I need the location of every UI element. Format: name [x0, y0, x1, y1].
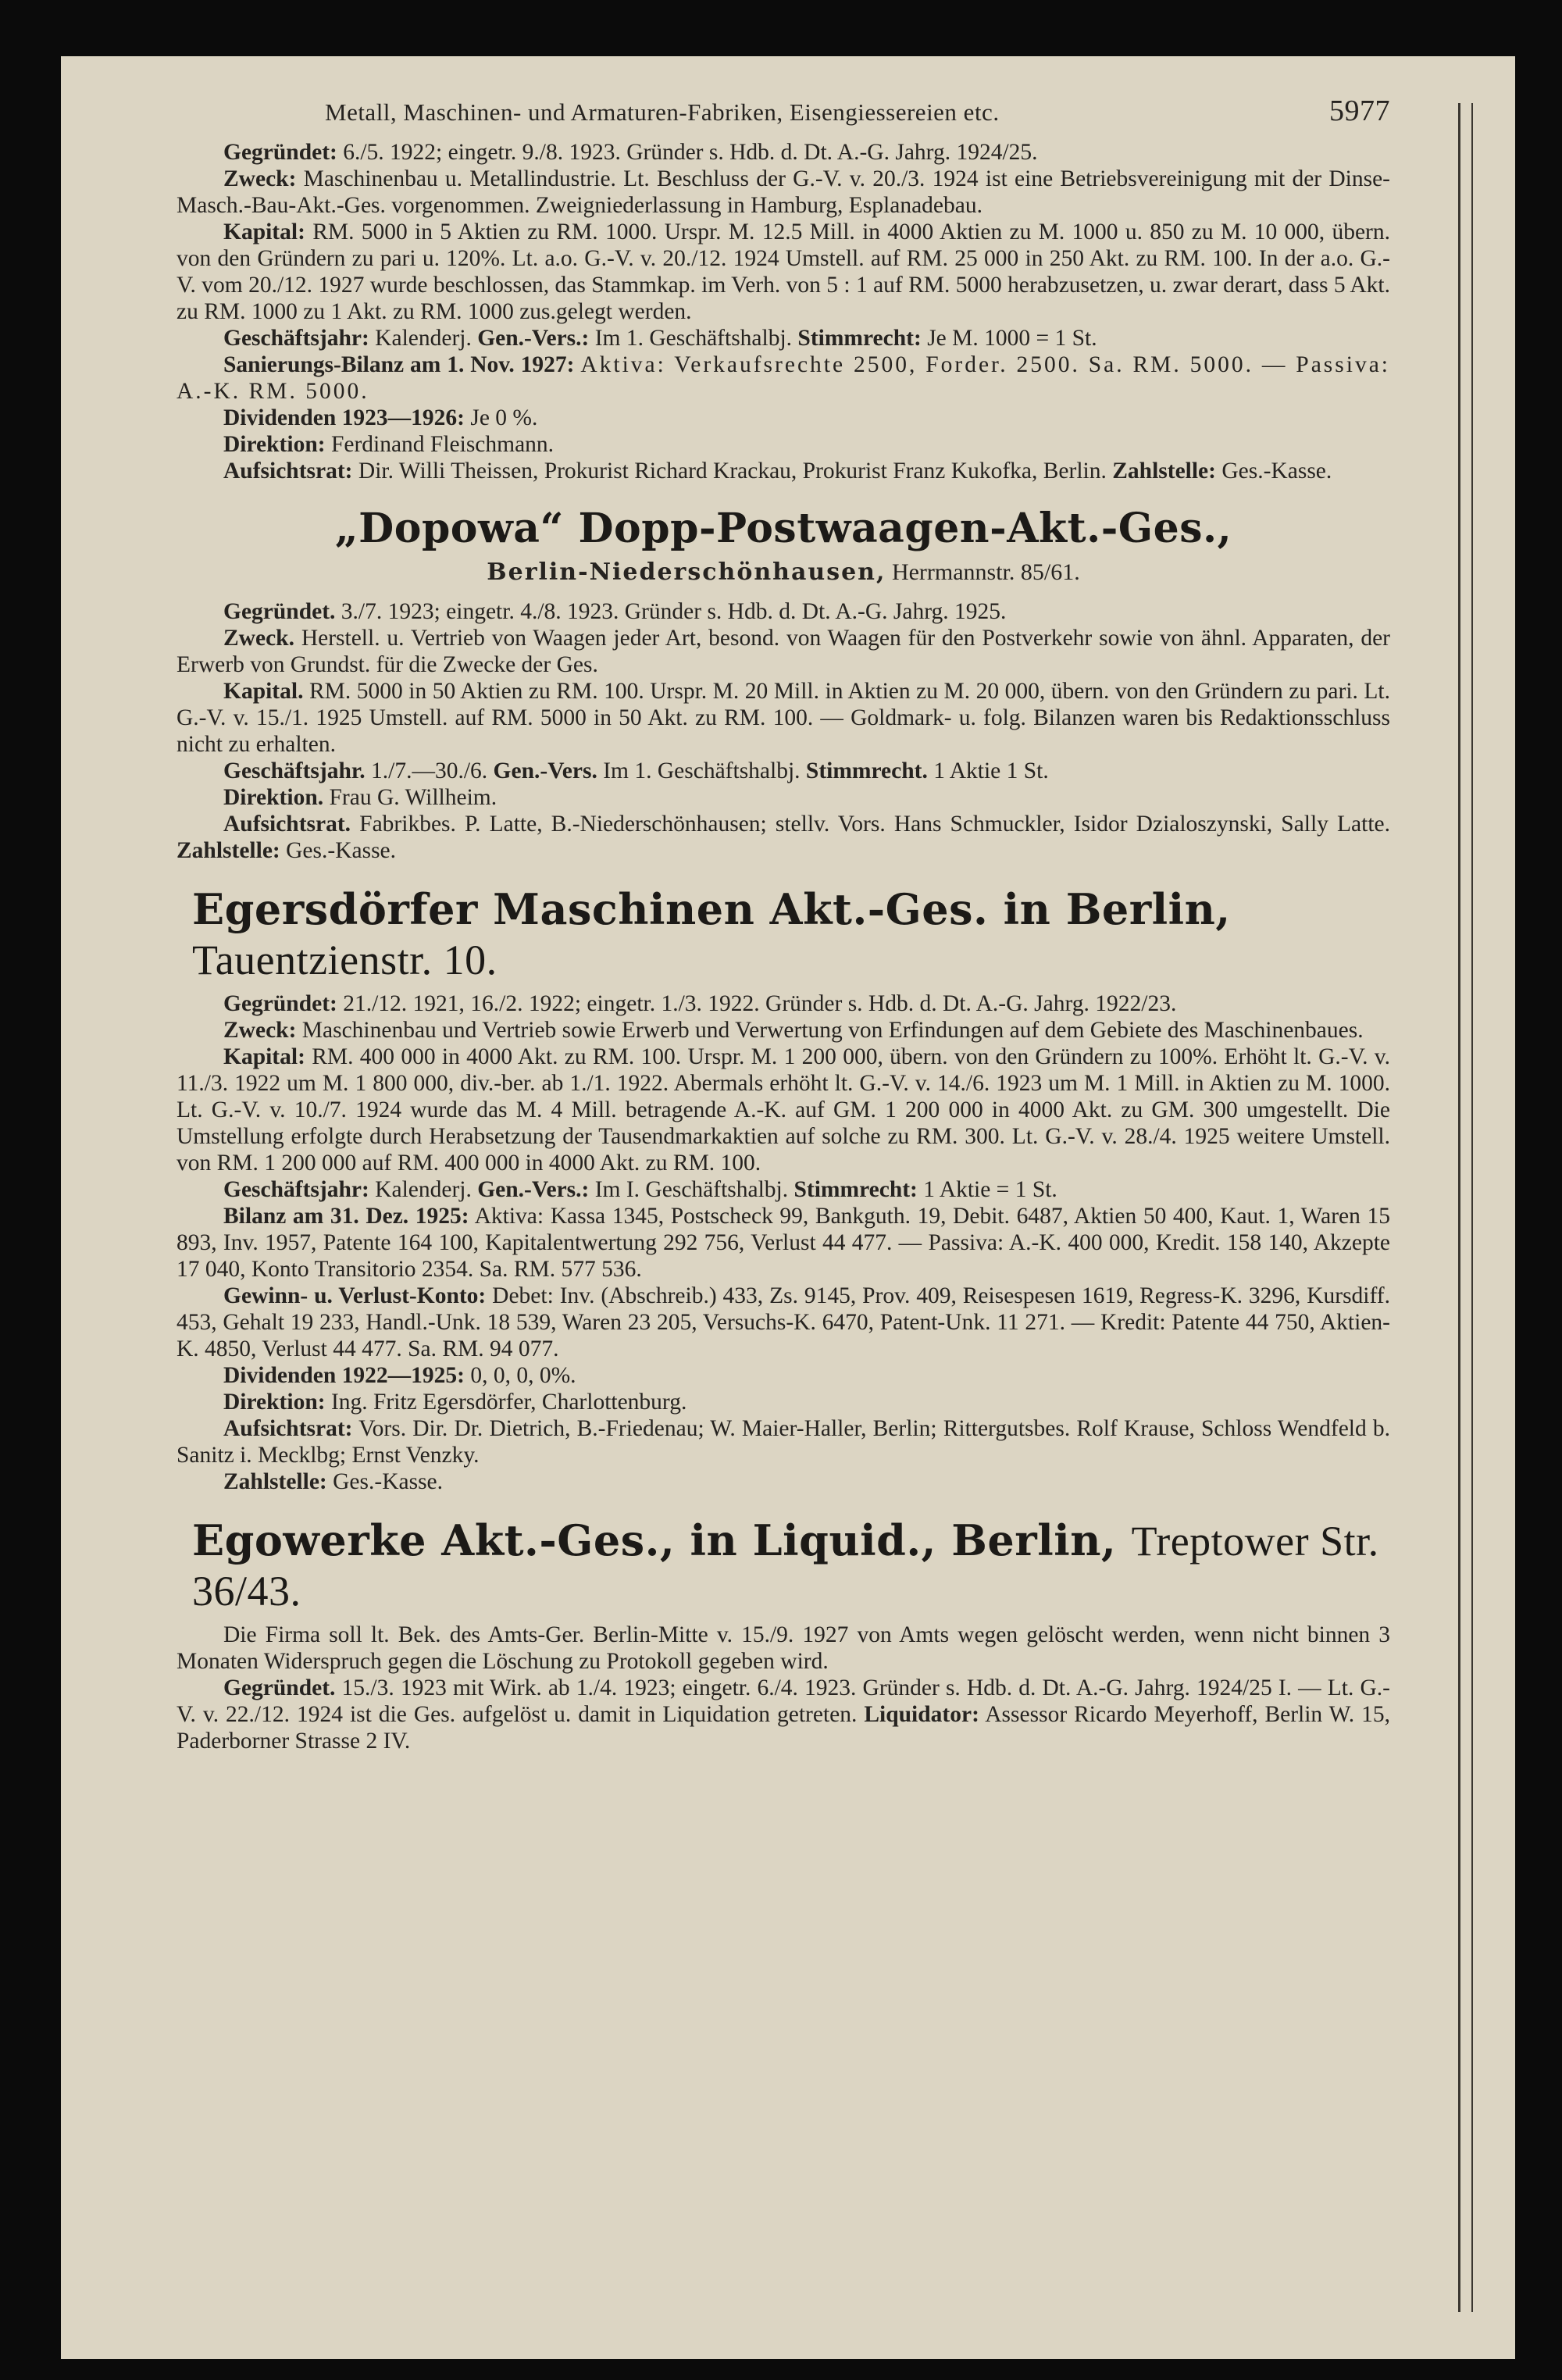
founded-paragraph: Gegründet. 3./7. 1923; eingetr. 4./8. 1923. Gründer s. Hdb. d. Dt. A.-G. Jahrg. 1925.: [223, 599, 1007, 624]
company-location: Berlin-Niederschönhausen, Herrmannstr. 85/61.: [487, 558, 1080, 586]
supervisory-board-paragraph: Aufsichtsrat. Fabrikbes. P. Latte, B.-Niederschönhausen; stellv. Vors. Hans Schmuckler, Isidor Dzialoszynski, Sally Latte. Zahlstelle: Ges.-Kasse.: [177, 812, 1391, 863]
fiscal-year-paragraph: Geschäftsjahr: Kalenderj. Gen.-Vers.: Im I. Geschäftshalbj. Stimmrecht: 1 Aktie = 1 St.: [223, 1177, 1057, 1202]
profit-loss-paragraph: Gewinn- u. Verlust-Konto: Debet: Inv. (Abschreib.) 433, Zs. 9145, Prov. 409, Reisespesen 1619, Regress-K. 3296, Kursdiff. 453, Gehalt 19 233, Handl.-Unk. 18 539, Waren 23 205, Versuchs-K. 6470, Patent-Unk. 11 271. — Kredit: Patente 44 750, Aktien-K. 4850, Verlust 44 477. Sa. RM. 94 077.: [177, 1283, 1390, 1361]
notice-paragraph: Die Firma soll lt. Bek. des Amts-Ger. Berlin-Mitte v. 15./9. 1927 von Amts wegen gelöscht werden, wenn nicht binnen 3 Monaten Widerspruch gegen die Löschung zu Protokoll gegeben wird.: [177, 1622, 1390, 1674]
company-title: „Dopowa“ Dopp-Postwaagen-Akt.-Ges.,: [334, 505, 1232, 552]
capital-paragraph: Kapital: RM. 5000 in 5 Aktien zu RM. 1000. Urspr. M. 12.5 Mill. in 4000 Aktien zu M. 1000 u. 850 zu M. 10 000, übern. von den Gründern zu pari u. 120%. Lt. a.o. G.-V. v. 20./12. 1924 Umstell. auf RM. 25 000 in 250 Akt. zu RM. 100. In der a.o. G.-V. vom 20./12. 1927 wurde beschlossen, das Stammkap. im Verh. von 5 : 1 auf RM. 5000 herabzusetzen, u. zwar derart, dass 5 Akt. zu RM. 1000 zu 1 Akt. zu RM. 1000 zus.gelegt werden.: [177, 219, 1391, 324]
entry-dopowa: [177, 505, 1390, 864]
company-title: Egersdörfer Maschinen Akt.-Ges. in Berlin, Tauentzienstr. 10.: [192, 884, 1231, 983]
board-paragraph: Direktion. Frau G. Willheim.: [223, 785, 497, 810]
entry-continued: [177, 139, 1390, 484]
dividends-paragraph: Dividenden 1922—1925: 0, 0, 0, 0%.: [223, 1363, 576, 1388]
purpose-paragraph: Zweck: Maschinenbau u. Metallindustrie. Lt. Beschluss der G.-V. v. 20./3. 1924 ist eine Betriebsvereinigung mit der Dinse-Masch.-Bau-Akt.-Ges. vorgenommen. Zweigniederlassung in Hamburg, Esplanadebau.: [177, 166, 1391, 218]
balance-paragraph: Sanierungs-Bilanz am 1. Nov. 1927: Aktiva: Verkaufsrechte 2500, Forder. 2500. Sa. RM. 5000. — Passiva: A.-K. RM. 5000.: [177, 352, 1390, 404]
founded-paragraph: Gegründet: 21./12. 1921, 16./2. 1922; eingetr. 1./3. 1922. Gründer s. Hdb. d. Dt. A.-G. Jahrg. 1922/23.: [223, 991, 1177, 1016]
entry-egersdoerfer: [177, 884, 1390, 1495]
capital-paragraph: Kapital. RM. 5000 in 50 Aktien zu RM. 100. Urspr. M. 20 Mill. in Aktien zu M. 20 000, übern. von den Gründern zu pari. Lt. G.-V. v. 15./1. 1925 Umstell. auf RM. 5000 in 50 Akt. zu RM. 100. — Goldmark- u. folg. Bilanzen waren bis Redaktionsschluss nicht zu erhalten.: [177, 679, 1390, 757]
binding-edge-line-outer: [1471, 103, 1473, 2312]
fiscal-year-paragraph: Geschäftsjahr. 1./7.—30./6. Gen.-Vers. Im 1. Geschäftshalbj. Stimmrecht. 1 Aktie 1 St.: [223, 758, 1049, 783]
document-page: [61, 56, 1515, 2359]
purpose-paragraph: Zweck: Maschinenbau und Vertrieb sowie Erwerb und Verwertung von Erfindungen auf dem Gebiete des Maschinenbaues.: [223, 1018, 1364, 1043]
purpose-paragraph: Zweck. Herstell. u. Vertrieb von Waagen jeder Art, besond. von Waagen für den Postverkehr sowie von ähnl. Apparaten, der Erwerb von Grundst. für die Zwecke der Ges.: [177, 626, 1390, 677]
page-number: 5977: [1329, 95, 1390, 127]
supervisory-board-paragraph: Aufsichtsrat: Vors. Dir. Dr. Dietrich, B.-Friedenau; W. Maier-Haller, Berlin; Rittergutsbes. Rolf Krause, Schloss Wendfeld b. Sanitz i. Mecklbg; Ernst Venzky.: [177, 1416, 1391, 1468]
board-paragraph: Direktion: Ing. Fritz Egersdörfer, Charlottenburg.: [223, 1390, 687, 1415]
founded-paragraph: Gegründet. 15./3. 1923 mit Wirk. ab 1./4. 1923; eingetr. 6./4. 1923. Gründer s. Hdb. d. Dt. A.-G. Jahrg. 1924/25 I. — Lt. G.-V. v. 22./12. 1924 ist die Ges. aufgelöst u. damit in Liquidation getreten. Liquidator: Assessor Ricardo Meyerhoff, Berlin W. 15, Paderborner Strasse 2 IV.: [177, 1675, 1390, 1754]
board-paragraph: Direktion: Ferdinand Fleischmann.: [223, 432, 555, 457]
dividends-paragraph: Dividenden 1923—1926: Je 0 %.: [223, 405, 538, 430]
capital-paragraph: Kapital: RM. 400 000 in 4000 Akt. zu RM. 100. Urspr. M. 1 200 000, übern. von den Gründern zu 100%. Erhöht lt. G.-V. v. 11./3. 1922 um M. 1 800 000, div.-ber. ab 1./1. 1922. Abermals erhöht lt. G.-V. v. 14./6. 1923 um M. 1 Mill. in Aktien zu M. 1000. Lt. G.-V. v. 10./7. 1924 wurde das M. 4 Mill. betragende A.-K. auf GM. 1 200 000 in 4000 Akt. zu GM. 300 umgestellt. Die Umstellung erfolgte durch Herabsetzung der Tausendmarkaktien auf solche zu RM. 300. Lt. G.-V. v. 28./4. 1925 weitere Umstell. von RM. 1 200 000 auf RM. 400 000 in 4000 Akt. zu RM. 100.: [177, 1044, 1390, 1176]
fiscal-year-paragraph: Geschäftsjahr: Kalenderj. Gen.-Vers.: Im 1. Geschäftshalbj. Stimmrecht: Je M. 1000 = 1 St.: [223, 326, 1097, 351]
company-title: Egowerke Akt.-Ges., in Liquid., Berlin, Treptower Str. 36/43.: [192, 1515, 1379, 1615]
supervisory-board-paragraph: Aufsichtsrat: Dir. Willi Theissen, Prokurist Richard Krackau, Prokurist Franz Kukofka, Berlin. Zahlstelle: Ges.-Kasse.: [223, 459, 1332, 483]
entry-egowerke: [177, 1515, 1390, 1754]
running-head-title: Metall, Maschinen- und Armaturen-Fabriken, Eisengiessereien etc.: [325, 98, 1000, 126]
running-head: [177, 92, 1390, 139]
binding-edge-line: [1458, 103, 1460, 2312]
balance-paragraph: Bilanz am 31. Dez. 1925: Aktiva: Kassa 1345, Postscheck 99, Bankguth. 19, Debit. 6487, Aktien 50 400, Kaut. 1, Waren 15 893, Inv. 1957, Patente 164 100, Kapitalentwertung 292 756, Verlust 44 477. — Passiva: A.-K. 400 000, Kredit. 158 140, Akzepte 17 040, Konto Transitorio 2354. Sa. RM. 577 536.: [177, 1204, 1390, 1282]
founded-paragraph: Gegründet: 6./5. 1922; eingetr. 9./8. 1923. Gründer s. Hdb. d. Dt. A.-G. Jahrg. 1924/25.: [223, 140, 1038, 165]
paying-agent-paragraph: Zahlstelle: Ges.-Kasse.: [223, 1469, 444, 1494]
